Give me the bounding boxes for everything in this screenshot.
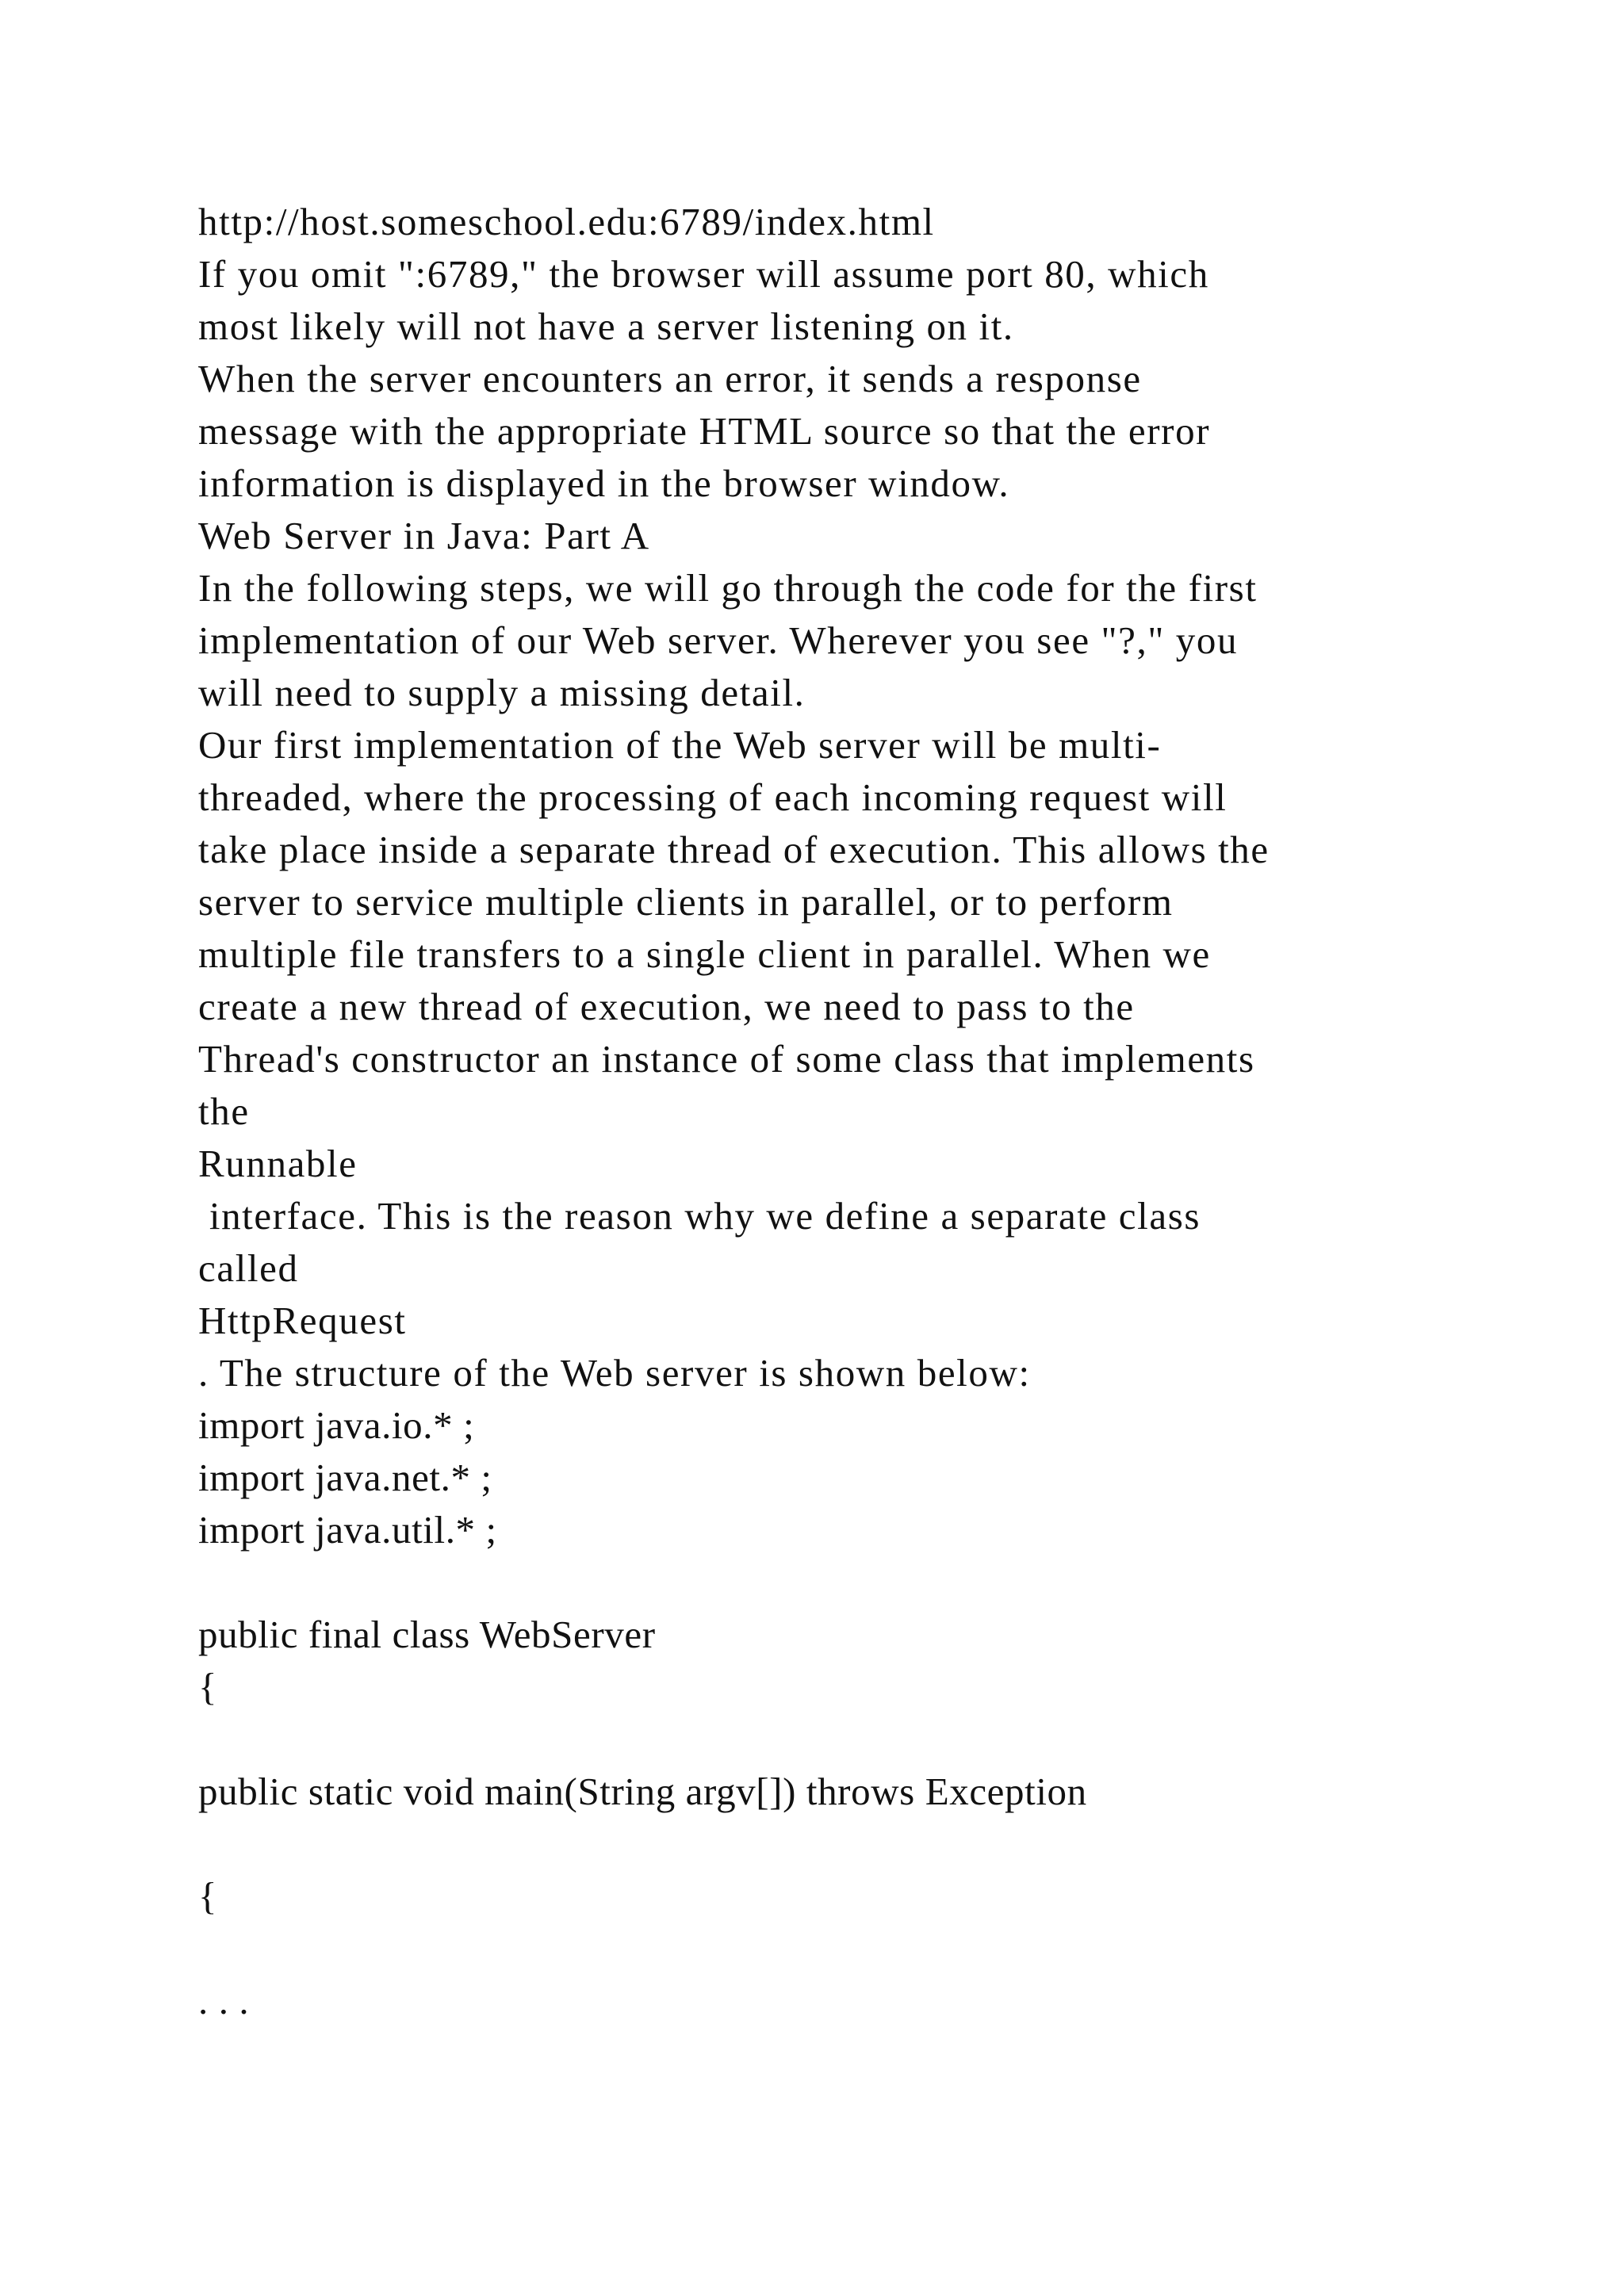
blank-line <box>198 1713 1507 1766</box>
text-line: HttpRequest <box>198 1299 407 1342</box>
blank-line <box>198 1818 1507 1870</box>
text-line: take place inside a separate thread of execution. This allows the <box>198 828 1270 871</box>
text-line: the <box>198 1089 250 1133</box>
text-line: In the following steps, we will go through the code for the first <box>198 566 1258 610</box>
text-line: most likely will not have a server listening on it. <box>198 304 1014 348</box>
text-line: interface. This is the reason why we define a separate class <box>198 1194 1201 1238</box>
text-line: Our first implementation of the Web server will be multi- <box>198 723 1162 767</box>
text-line: If you omit ":6789," the browser will assume port 80, which <box>198 252 1209 296</box>
code-line: . . . <box>198 1979 250 2022</box>
text-line: information is displayed in the browser window. <box>198 461 1010 505</box>
code-line: public static void main(String argv[]) throws Exception <box>198 1770 1087 1813</box>
text-line: message with the appropriate HTML source so that the error <box>198 409 1211 453</box>
code-line: public final class WebServer <box>198 1613 656 1656</box>
text-line: . The structure of the Web server is shown below: <box>198 1351 1031 1395</box>
text-line: server to service multiple clients in parallel, or to perform <box>198 880 1174 924</box>
code-line: import java.io.* ; <box>198 1403 475 1447</box>
text-line: When the server encounters an error, it sends a response <box>198 357 1142 400</box>
text-line: create a new thread of execution, we need to pass to the <box>198 985 1135 1028</box>
code-line: { <box>198 1665 218 1709</box>
text-line: Thread's constructor an instance of some class that implements <box>198 1037 1255 1081</box>
blank-line <box>198 1556 1507 1609</box>
blank-line <box>198 1923 1507 1975</box>
url-line: http://host.someschool.edu:6789/index.html <box>198 200 935 243</box>
text-line: threaded, where the processing of each incoming request will <box>198 775 1228 819</box>
text-line: multiple file transfers to a single client in parallel. When we <box>198 932 1211 976</box>
code-line: import java.net.* ; <box>198 1456 492 1499</box>
code-line: { <box>198 1874 218 1918</box>
document-text-body <box>198 196 1507 2027</box>
text-line: called <box>198 1246 299 1290</box>
text-line: will need to supply a missing detail. <box>198 671 806 714</box>
code-line: import java.util.* ; <box>198 1508 497 1552</box>
text-line: Runnable <box>198 1142 358 1185</box>
text-line: implementation of our Web server. Wherever you see "?," you <box>198 618 1239 662</box>
section-heading: Web Server in Java: Part A <box>198 514 650 557</box>
